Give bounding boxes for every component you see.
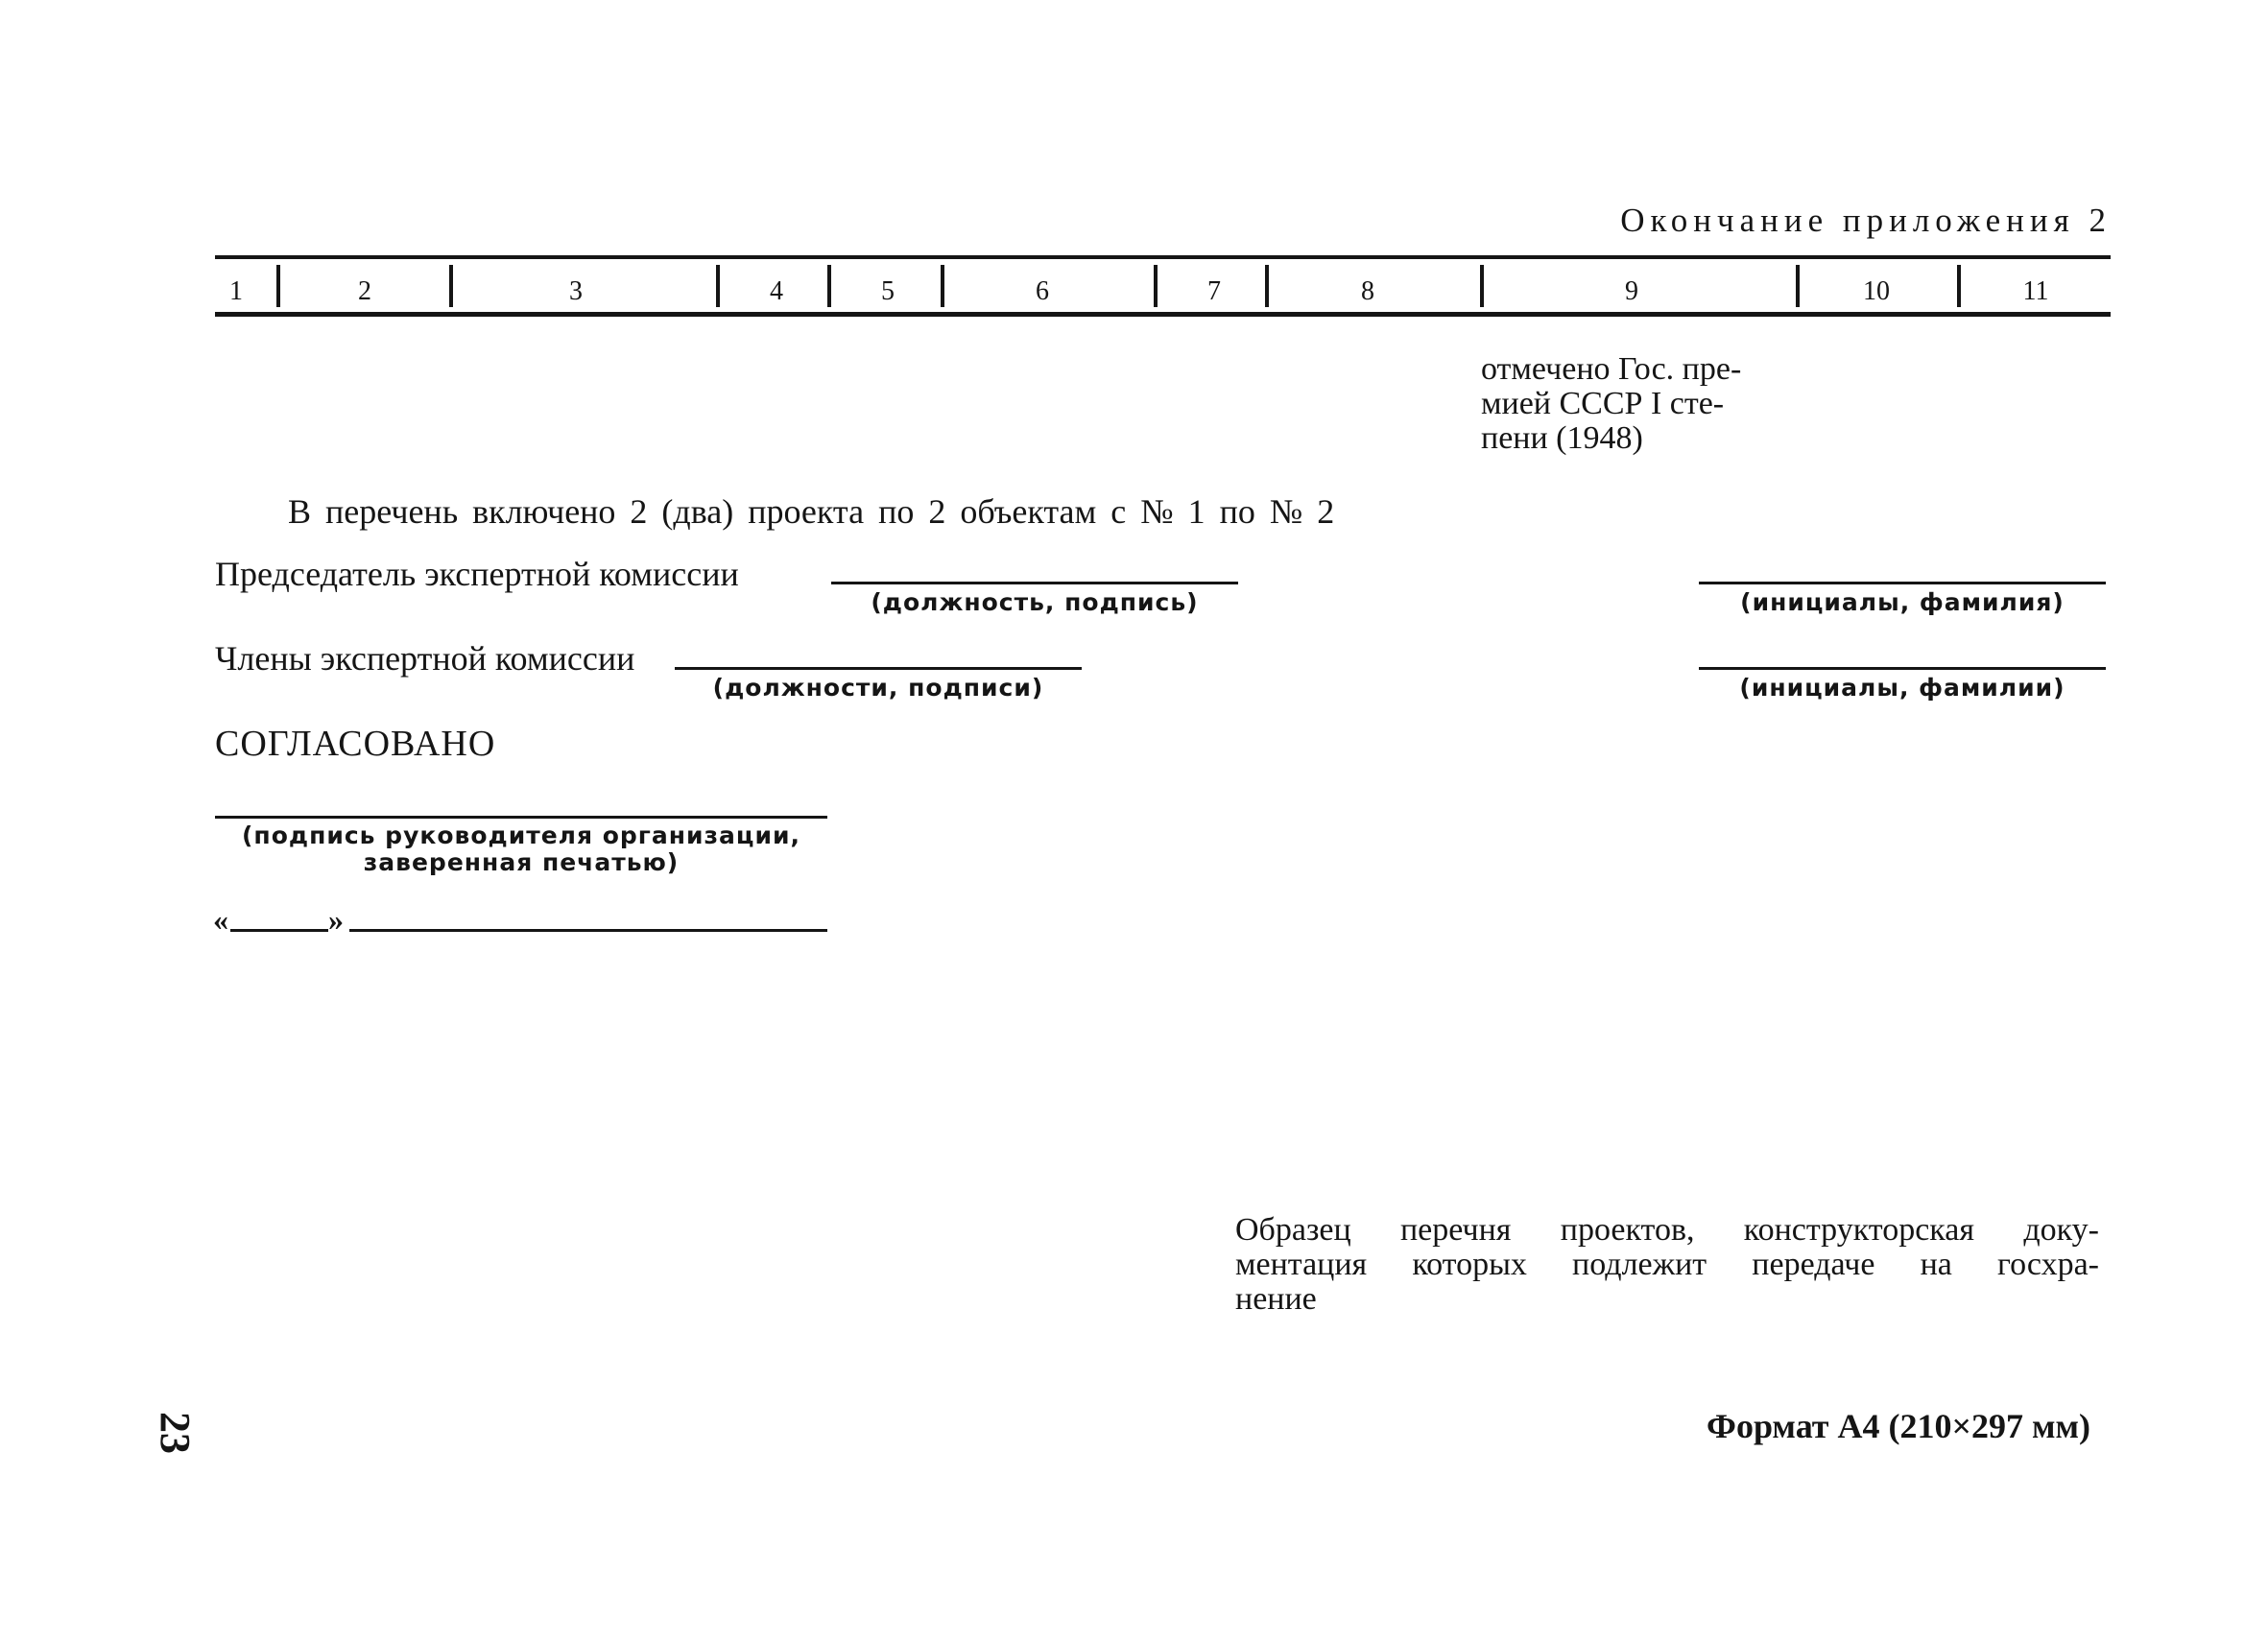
award-note <box>1481 352 1798 456</box>
column-separator <box>449 265 453 307</box>
column-number-3: 3 <box>569 276 583 306</box>
column-number-9: 9 <box>1625 276 1638 306</box>
column-number-8: 8 <box>1361 276 1374 306</box>
sample-caption <box>1235 1213 2099 1317</box>
column-separator <box>1957 265 1961 307</box>
column-separator <box>827 265 831 307</box>
format-note: Формат А4 (210×297 мм) <box>1707 1407 2090 1445</box>
approval-caption-line-1: (подпись руководителя организации, <box>242 822 800 849</box>
column-separator <box>716 265 720 307</box>
column-number-7: 7 <box>1207 276 1221 306</box>
sample-caption-line: ментация которых подлежит передаче на госхра- <box>1235 1247 2099 1282</box>
column-number-4: 4 <box>770 276 783 306</box>
column-separator <box>1796 265 1800 307</box>
date-close-quote: » <box>328 902 344 937</box>
chairman-position-caption: (должность, подпись) <box>871 588 1199 616</box>
members-label: Члены экспертной комиссии <box>215 639 635 678</box>
approval-signature-line[interactable] <box>215 816 827 819</box>
chairman-position-signature-line[interactable] <box>831 582 1238 584</box>
column-separator <box>1265 265 1269 307</box>
sample-caption-line: Образец перечня проектов, конструкторская доку- <box>1235 1212 2099 1248</box>
column-number-5: 5 <box>881 276 895 306</box>
approved-label: СОГЛАСОВАНО <box>215 724 496 764</box>
page-number: 23 <box>152 1412 199 1454</box>
chairman-name-caption: (инициалы, фамилия) <box>1740 588 2065 616</box>
award-note-line: пени (1948) <box>1481 420 1643 456</box>
members-position-signature-line[interactable] <box>675 667 1082 670</box>
date-day-line[interactable] <box>230 929 328 932</box>
table-bottom-rule <box>215 312 2111 317</box>
column-separator <box>941 265 944 307</box>
continuation-title: Окончание приложения 2 <box>1620 202 2112 239</box>
members-name-line[interactable] <box>1699 667 2106 670</box>
chairman-label: Председатель экспертной комиссии <box>215 555 739 593</box>
members-position-caption: (должности, подписи) <box>712 674 1044 702</box>
chairman-name-line[interactable] <box>1699 582 2106 584</box>
column-number-2: 2 <box>358 276 371 306</box>
column-number-10: 10 <box>1863 276 1890 306</box>
award-note-line: мией СССР I сте- <box>1481 386 1725 421</box>
approval-caption-line-2: заверенная печатью) <box>363 848 680 876</box>
table-column-header <box>215 255 2111 317</box>
award-note-line: отмечено Гос. пре- <box>1481 351 1742 387</box>
date-month-year-line[interactable] <box>349 929 827 932</box>
sample-caption-line: нение <box>1235 1281 1317 1317</box>
column-number-11: 11 <box>2022 276 2049 306</box>
date-open-quote: « <box>213 902 228 937</box>
list-summary: В перечень включено 2 (два) проекта по 2 объектам с № 1 по № 2 <box>288 492 1335 531</box>
column-separator <box>1480 265 1484 307</box>
column-separator <box>276 265 280 307</box>
members-name-caption: (инициалы, фамилии) <box>1739 674 2065 702</box>
column-number-1: 1 <box>229 276 243 306</box>
table-top-rule <box>215 255 2111 259</box>
column-number-6: 6 <box>1036 276 1049 306</box>
column-separator <box>1154 265 1158 307</box>
